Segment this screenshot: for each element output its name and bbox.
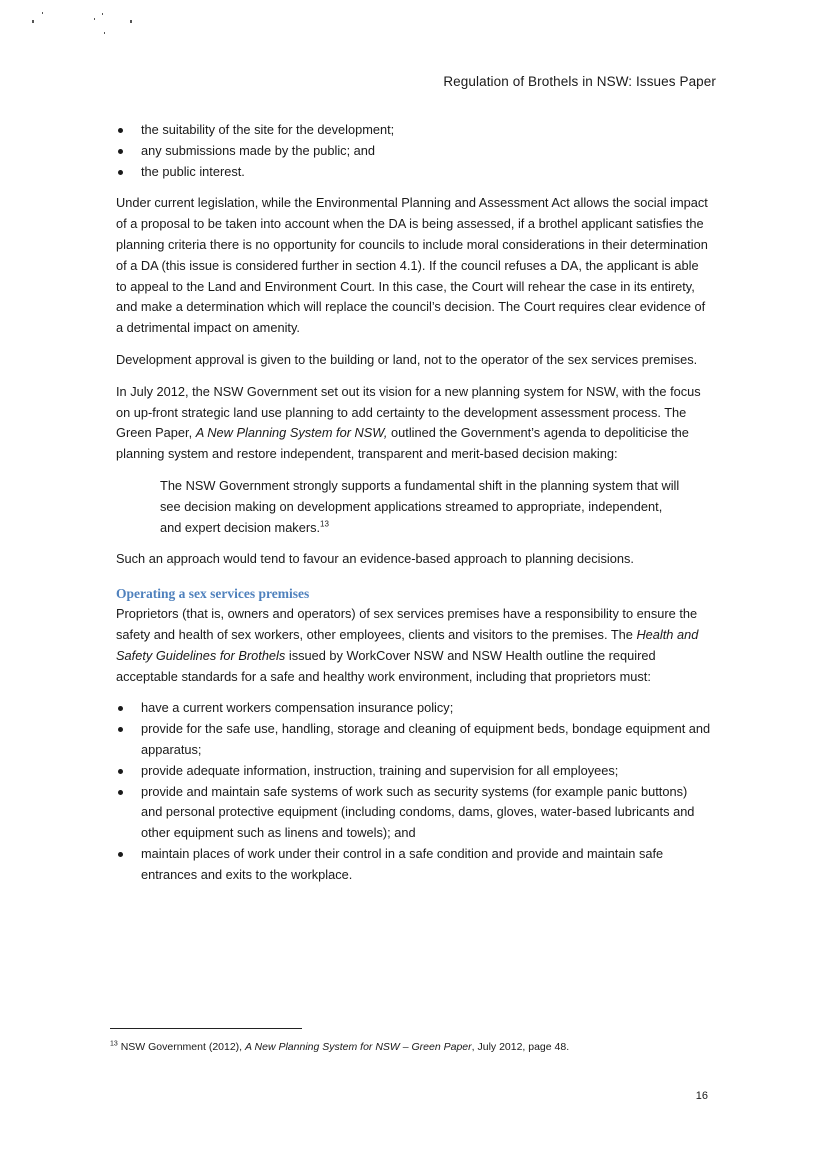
list-item: maintain places of work under their control in a safe condition and provide and maintain safe entrances and exits to the workplace. [116,844,712,886]
list-item: the public interest. [116,162,712,183]
paragraph-development-approval: Development approval is given to the building or land, not to the operator of the sex services premises. [116,351,698,367]
criteria-list [116,120,712,182]
text-run: Proprietors (that is, owners and operators) of sex services premises have a responsibility to ensure the safety and health of sex workers, other employees, clients and visitors to the premises. The [116,606,698,642]
italic-title: A New Planning System for NSW – Green Paper [245,1041,472,1053]
footnote-divider [110,1028,302,1029]
text-run: In July 2012, the NSW Government set out its vision for a new planning system for NSW, with the focus on up-front strategic land use planning to add certainty to the development assessment process. The Green Paper, [116,383,701,441]
scan-speck [94,18,95,20]
list-item: any submissions made by the public; and [116,141,712,162]
paragraph-proprietors [116,604,712,687]
scan-speck [42,12,43,14]
italic-title: Health and Safety Guidelines for Brothels [116,626,699,663]
footnote-number: 13 [110,1040,118,1048]
paragraph-green-paper [116,382,712,465]
text-run: NSW Government (2012), [117,1041,246,1053]
italic-title: A New Planning System for NSW, [195,425,388,441]
block-quote [160,476,680,538]
page-number: 16 [695,1090,708,1102]
text-run: issued by WorkCover NSW and NSW Health outline the required acceptable standards for a safe and healthy work environment, including that proprietors must: [116,647,656,684]
list-item: provide for the safe use, handling, storage and cleaning of equipment beds, bondage equipment and apparatus; [116,719,712,761]
page-header: Regulation of Brothels in NSW: Issues Paper [443,74,716,89]
list-item: have a current workers compensation insurance policy; [116,698,712,719]
proprietor-obligations-list [116,698,712,885]
page-body [116,120,712,897]
section-heading: Operating a sex services premises [116,586,310,602]
list-item: provide and maintain safe systems of work such as security systems (for example panic buttons) and personal protective equipment (including condoms, dams, gloves, water-based lubricants and other equipment such as linens and towels); and [116,782,712,844]
footnote [110,1040,710,1055]
paragraph-legislation: Under current legislation, while the Environmental Planning and Assessment Act allows the social impact of a proposal to be taken into account when the DA is being assessed, if a brothel applicant satisfies the planning criteria there is no opportunity for councils to include moral considerations in their determination of a DA (this issue is considered further in section 4.1). If the council refuses a DA, the applicant is able to appeal to the Land and Environment Court. In this case, the Court will rehear the case in its entirety, and make a determination which will replace the council’s decision. The Court requires clear evidence of a detrimental impact on amenity. [116,195,708,336]
scan-speck [32,20,34,23]
scan-speck [130,20,132,23]
footnote-reference: 13 [320,519,329,529]
scan-specks [30,10,150,50]
scan-speck [102,13,103,15]
paragraph-evidence-based: Such an approach would tend to favour an evidence-based approach to planning decisions. [116,551,634,567]
text-run: , July 2012, page 48. [471,1041,570,1053]
scan-speck [104,32,105,34]
list-item: the suitability of the site for the development; [116,120,712,141]
quote-text: The NSW Government strongly supports a fundamental shift in the planning system that will see decision making on development applications streamed to appropriate, independent, and expert decision makers. [160,477,680,535]
text-run: outlined the Government’s agenda to depoliticise the planning system and restore independent, transparent and merit-based decision making: [116,425,689,462]
list-item: provide adequate information, instruction, training and supervision for all employees; [116,761,712,782]
